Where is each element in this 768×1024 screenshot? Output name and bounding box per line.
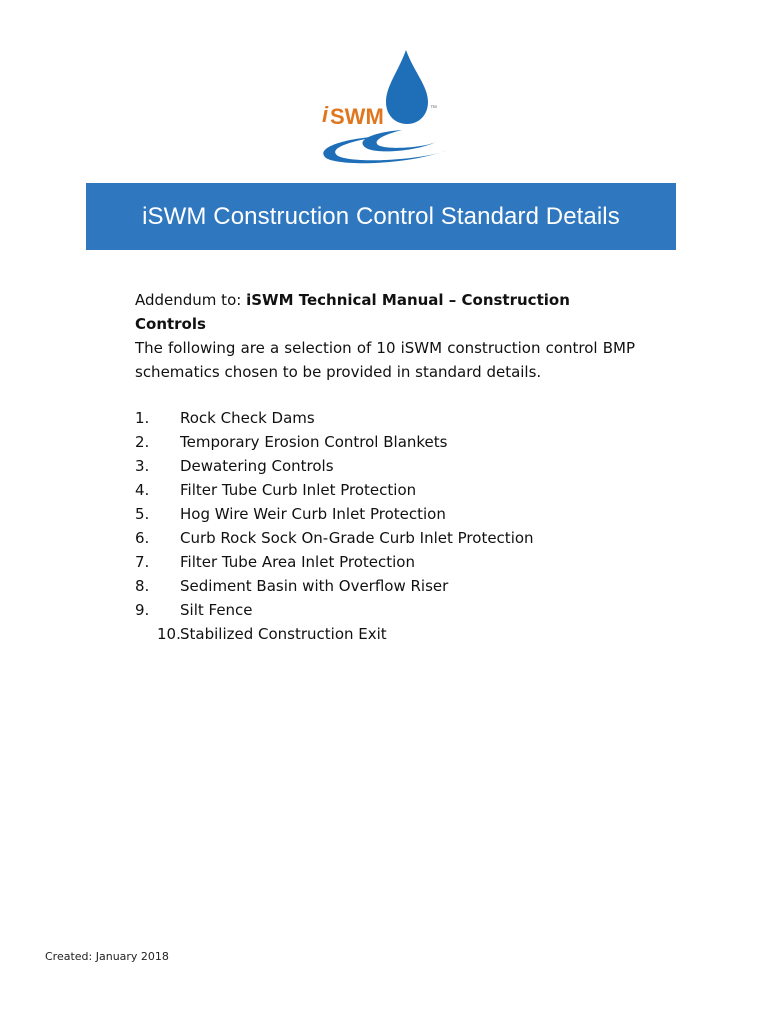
list-item-number: 5. [135, 505, 150, 523]
list-item-text: Filter Tube Curb Inlet Protection [180, 481, 417, 499]
list-item-text: Sediment Basin with Overflow Riser [180, 577, 449, 595]
iswm-logo [314, 44, 454, 168]
list-item-number: 4. [135, 481, 150, 499]
addendum-manual-title: iSWM Technical Manual – Construction Controls [135, 291, 570, 333]
list-item [135, 502, 635, 526]
list-item-text: Hog Wire Weir Curb Inlet Protection [180, 505, 446, 523]
list-item-number: 8. [135, 577, 150, 595]
title-banner [86, 183, 676, 250]
list-item-text: Rock Check Dams [180, 409, 315, 427]
list-item-number: 2. [135, 433, 150, 451]
list-item-text: Silt Fence [180, 601, 253, 619]
water-drop-icon [314, 44, 454, 168]
list-item-number: 1. [135, 409, 150, 427]
list-item [135, 622, 635, 646]
list-item [135, 454, 635, 478]
addendum-line [135, 288, 635, 336]
logo-text-i: i [322, 102, 329, 127]
list-item [135, 478, 635, 502]
logo-text: SWM [330, 104, 384, 129]
document-body [135, 288, 635, 646]
addendum-prefix: Addendum to: [135, 291, 247, 309]
list-item-number: 9. [135, 601, 150, 619]
list-item-text: Dewatering Controls [180, 457, 334, 475]
list-item-number: 3. [135, 457, 150, 475]
page-title: iSWM Construction Control Standard Details [142, 202, 620, 230]
list-item-text: Curb Rock Sock On-Grade Curb Inlet Protection [180, 529, 534, 547]
created-date-footer: Created: January 2018 [45, 950, 169, 963]
list-item [135, 598, 635, 622]
bmp-list [135, 406, 635, 646]
list-item-number: 7. [135, 553, 150, 571]
list-item-number: 6. [135, 529, 150, 547]
list-item-text: Filter Tube Area Inlet Protection [180, 553, 415, 571]
list-item-text: Stabilized Construction Exit [180, 625, 387, 643]
list-item-number: 10. [157, 625, 181, 643]
list-item [135, 406, 635, 430]
trademark-mark: ™ [430, 105, 437, 112]
list-item [135, 574, 635, 598]
list-item [135, 430, 635, 454]
list-item [135, 526, 635, 550]
list-item [135, 550, 635, 574]
list-item-text: Temporary Erosion Control Blankets [180, 433, 448, 451]
intro-paragraph: The following are a selection of 10 iSWM construction control BMP schematics chosen to be provided in standard details. [135, 339, 635, 381]
